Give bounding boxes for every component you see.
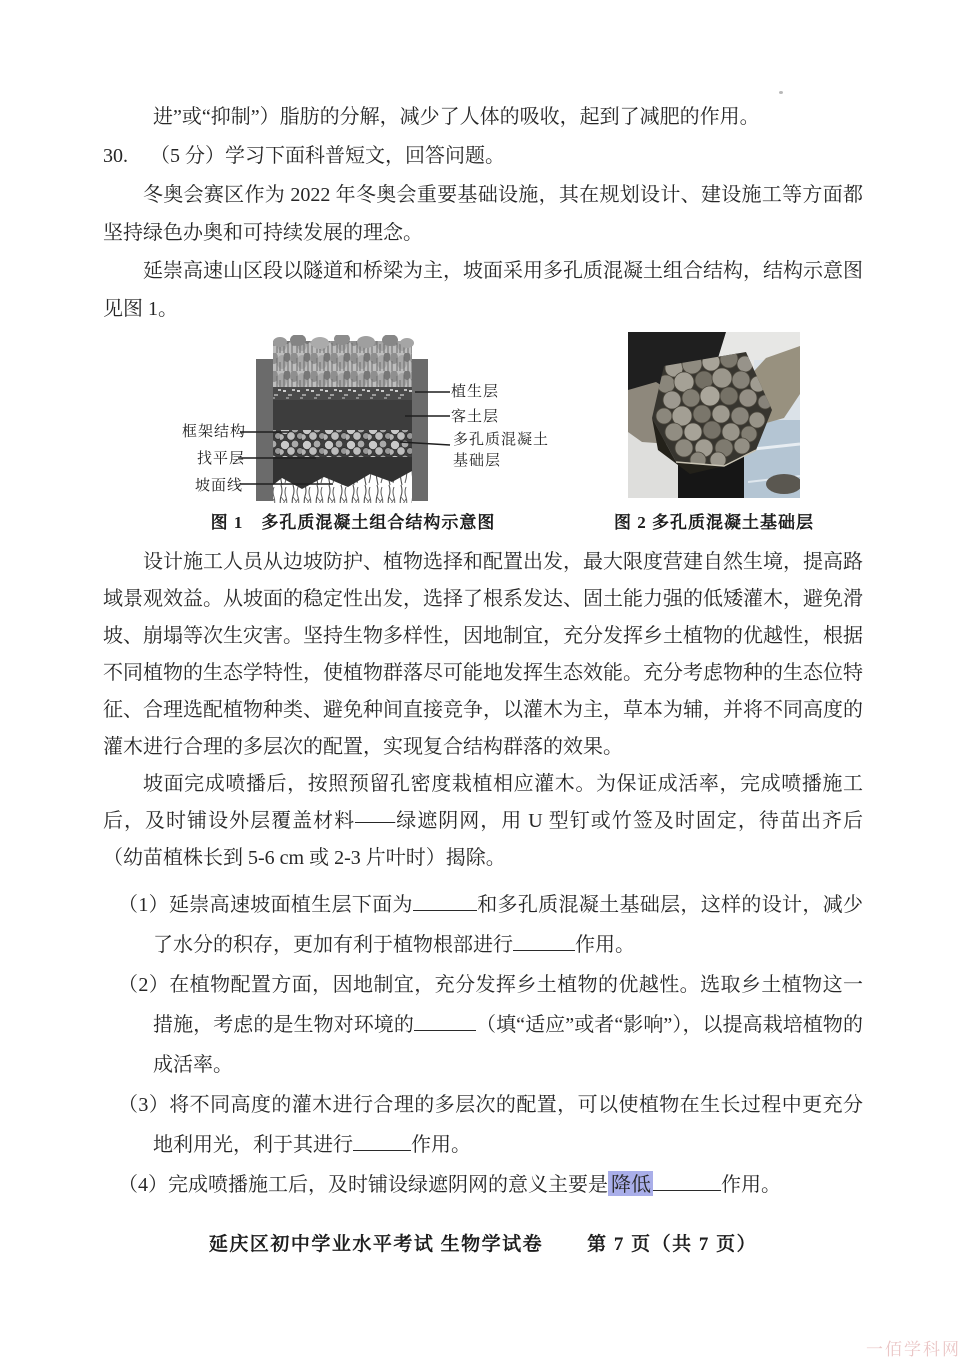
question-30-number: 30. [103,145,128,167]
footer-page-number: 第 7 页（共 7 页） [587,1234,758,1255]
question-2 [103,965,863,1085]
paragraph-spraying: 坡面完成喷播后，按照预留孔密度栽植相应灌木。为保证成活率，完成喷播施工后，及时铺设外层覆盖材料——绿遮阴网，用 U 型钉或竹签及时固定，待苗出齐后（幼苗植株长到 5-6 cm 或 2-3 片叶时）揭除。 [103,773,863,869]
figure2-photo-porous-concrete [628,332,800,498]
fig1-label-guest-soil-layer: 客土层 [451,409,500,425]
question-4-text: 完成喷播施工后，及时铺设绿遮阴网的意义主要是 [168,1174,608,1196]
highlighted-text: 降低 [608,1171,653,1196]
fig1-left-pillar [256,359,273,501]
fig1-label-frame-structure: 框架结构 [182,424,247,440]
figure1-caption: 图 1 多孔质混凝土组合结构示意图 [210,513,496,532]
question-2-text: 在植物配置方面，因地制宜，充分发挥乡土植物的优越性。选取乡土植物这一措施，考虑的是生物对环境的 [153,974,863,1036]
fig1-right-pillar [412,359,428,501]
fig1-layer-porous-concrete [273,430,412,457]
question-4-number: （4） [118,1174,168,1196]
paragraph-design: 设计施工人员从边坡防护、植物选择和配置出发，最大限度营建自然生境，提高路域景观效益。从坡面的稳定性出发，选择了根系发达、固土能力强的低矮灌木，避免滑坡、崩塌等次生灾害。坚持生物多样性，因地制宜，充分发挥乡土植物的优越性，根据不同植物的生态学特性，使植物群落尽可能地发挥生态效能。充分考虑物种的生态位特征、合理选配植物种类、避免种间直接竞争，以灌木为主，草本为辅，并将不同高度的灌木进行合理的多层次的配置，实现复合结构群落的效果。 [103,551,863,758]
fig1-label-base-layer: 基础层 [453,453,502,469]
paragraph-highway: 延崇高速山区段以隧道和桥梁为主，坡面采用多孔质混凝土组合结构，结构示意图见图 1。 [103,260,863,320]
fig1-layer-planting [273,387,412,400]
question-3-number: （3） [118,1094,170,1116]
page-content [103,0,863,1256]
question-2-text-2: （填“适应”或者“影响”），以提高栽培植物的成活率。 [153,1014,864,1076]
question-30-heading [103,136,863,176]
answer-blank-1a [413,895,477,911]
question-3-text-2: 作用。 [411,1134,471,1156]
fig1-layer-guest-soil [273,400,412,430]
lead-in-line: 进”或“抑制”）脂肪的分解，减少了人体的吸收，起到了减肥的作用。 [153,106,760,128]
question-1-text-2: 和多孔质混凝土基础层，这样的设计，减少了水分的积存，更加有利于植物根部进行 [153,894,864,956]
question-3 [103,1085,863,1165]
sub-questions [103,885,863,1205]
fig1-label-leveling-layer: 找平层 [197,451,246,467]
figure2-caption: 图 2 多孔质混凝土基础层 [614,513,814,532]
question-30-stem: （5 分）学习下面科普短文，回答问题。 [150,145,505,167]
answer-blank-4 [653,1175,721,1191]
page-footer [103,1229,863,1256]
fig1-layer-vegetation-plants [273,341,412,387]
question-1 [103,885,863,965]
question-1-text-3: 作用。 [575,934,635,956]
fig1-label-porous-concrete: 多孔质混凝土 [453,432,550,448]
question-2-number: （2） [118,974,170,996]
question-1-text: 延崇高速坡面植生层下面为 [168,894,413,916]
answer-blank-3 [353,1135,411,1151]
figures-row [103,332,863,536]
paragraph-olympics: 冬奥会赛区作为 2022 年冬奥会重要基础设施，其在规划设计、建设施工等方面都坚持绿色办奥和可持续发展的理念。 [103,184,863,244]
footer-exam-title: 延庆区初中学业水平考试 生物学试卷 [208,1234,544,1255]
question-4 [103,1165,863,1205]
fig1-label-vegetation-layer: 植生层 [451,384,500,400]
watermark-text: 一佰学科网 [866,1340,961,1359]
question-4-text-2: 作用。 [721,1174,781,1196]
question-3-text: 将不同高度的灌木进行合理的多层次的配置，可以使植物在生长过程中更充分地利用光，利于其进行 [153,1094,863,1156]
fig1-label-slope-line: 坡面线 [195,478,244,494]
answer-blank-2 [414,1015,476,1031]
question-1-number: （1） [118,894,169,916]
answer-blank-1b [513,935,575,951]
